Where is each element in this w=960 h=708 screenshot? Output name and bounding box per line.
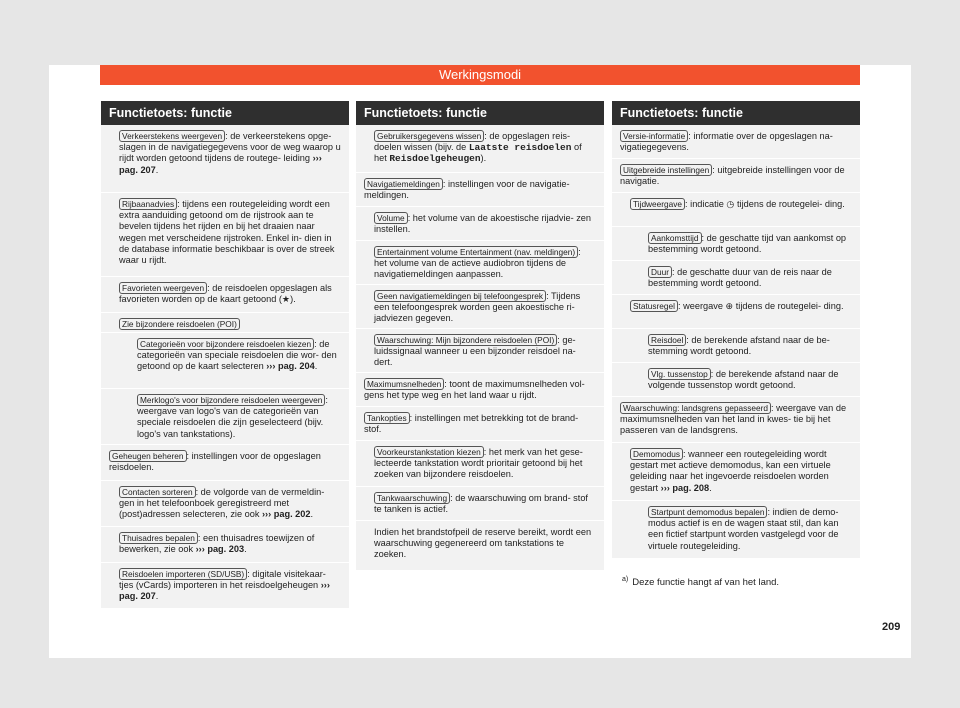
list-item [101, 313, 349, 333]
section-banner: Werkingsmodi [100, 65, 860, 85]
list-item: Reisdoel : de berekende afstand naar de be- stemming wordt getoond. [612, 329, 860, 363]
list-item: Tijdweergave : indicatie ◷ tijdens de routegelei- ding. [612, 193, 860, 227]
page-ref[interactable]: ››› pag. 202 [262, 509, 311, 520]
list-item: Merklogo's voor bijzondere reisdoelen weergeven : weergave van logo's van de categorieën van speciale reisdoelen die zijn geselecteerd (bijv. logo's van tankstations). [101, 389, 349, 445]
function-key: Categorieën voor bijzondere reisdoelen kiezen [137, 338, 314, 350]
list-item: Navigatiemeldingen : instellingen voor de navigatie- meldingen. [356, 173, 604, 207]
function-key: Uitgebreide instellingen [620, 164, 712, 176]
page-ref[interactable]: ››› pag. 208 [660, 482, 710, 493]
list-item: Demomodus : wanneer een routegeleiding wordt gestart met actieve demomodus, kan een virtuele geleiding naar het ingevoerde reisdoelen worden gestart ››› pag. 208. [612, 443, 860, 501]
list-item: Gebruikersgegevens wissen : de opgeslagen reis- doelen wissen (bijv. de Laatste reisdoelen of het Reisdoelgeheugen). [356, 125, 604, 173]
function-key: Gebruikersgegevens wissen [374, 130, 484, 142]
column-2-title: Functietoets: functie [356, 101, 604, 125]
list-item: Maximumsnelheden : toont de maximumsnelheden vol- gens het type weg en het land waar u rijdt. [356, 373, 604, 407]
list-item: Verkeerstekens weergeven : de verkeerstekens opge- slagen in de navigatiegegevens voor de weg waarop u rijdt worden getoond tijdens de routege- leiding ››› pag. 207. [101, 125, 349, 193]
function-key: Geheugen beheren [109, 450, 187, 462]
list-item: Rijbaanadvies : tijdens een routegeleiding wordt een extra aanduiding getoond om de rijstrook aan te bevelen tijdens het rijden en bij het draaien naar wegen met verscheidene rijstroken. Enkel in- dien in de database informatie beschikbaar is over de streek waar u rijdt. [101, 193, 349, 277]
list-item: Volume : het volume van de akoestische rijadvie- zen instellen. [356, 207, 604, 241]
list-item: Indien het brandstofpeil de reserve bereikt, wordt een waarschuwing gegenereerd om tankstations te zoeken. [356, 521, 604, 571]
list-item: Waarschuwing: Mijn bijzondere reisdoelen (POI) : ge- luidssignaal wanneer u een bijzonder reisdoel na- dert. [356, 329, 604, 373]
list-item: Duur : de geschatte duur van de reis naar de bestemming wordt getoond. [612, 261, 860, 295]
page-ref[interactable]: ››› pag. 203 [195, 544, 245, 555]
page-ref[interactable]: ››› pag. 204 [266, 361, 315, 372]
function-key: Volume [374, 212, 408, 224]
list-item: Geen navigatiemeldingen bij telefoongesprek : Tijdens een telefoongesprek worden geen akoestische ri- jadviezen gegeven. [356, 285, 604, 329]
column-3 [612, 101, 860, 559]
function-key: Startpunt demomodus bepalen [648, 506, 767, 518]
list-item: Reisdoelen importeren (SD/USB) : digitale visitekaar- tjes (vCards) importeren in het reisdoelgeheugen ››› pag. 207. [101, 563, 349, 609]
function-key: Navigatiemeldingen [364, 178, 443, 190]
list-item: Aankomsttijd : de geschatte tijd van aankomst op bestemming wordt getoond. [612, 227, 860, 261]
list-item: Waarschuwing: landsgrens gepasseerd : weergave van de maximumsnelheden van het land in kwes- tie bij het passeren van de landsgrens. [612, 397, 860, 443]
page-ref[interactable]: ››› pag. 207 [119, 153, 322, 175]
page-number: 209 [882, 621, 901, 633]
function-key: Vlg. tussenstop [648, 368, 711, 380]
function-key: Tijdweergave [630, 198, 685, 210]
function-key: Maximumsnelheden [364, 378, 444, 390]
function-key: Merklogo's voor bijzondere reisdoelen weergeven [137, 394, 325, 406]
function-key: Voorkeurstankstation kiezen [374, 446, 484, 458]
list-item: Startpunt demomodus bepalen : indien de demo- modus actief is en de wagen staat stil, dan kan een fictief startpunt worden vastgelegd voor de virtuele routegeleiding. [612, 501, 860, 559]
list-item: Voorkeurstankstation kiezen : het merk van het gese- lecteerde tankstation wordt prioritair getoond bij het zoeken van bijzondere reisdoelen. [356, 441, 604, 487]
list-item: Versie-informatie : informatie over de opgeslagen na- vigatiegegevens. [612, 125, 860, 159]
function-key: Entertainment volume Entertainment (nav. meldingen) [374, 246, 578, 258]
function-key: Aankomsttijd [648, 232, 702, 244]
column-2 [356, 101, 604, 587]
function-key: Versie-informatie [620, 130, 688, 142]
function-key: Demomodus [630, 448, 683, 460]
list-item: Thuisadres bepalen : een thuisadres toewijzen of bewerken, zie ook ››› pag. 203. [101, 527, 349, 563]
list-item: Contacten sorteren : de volgorde van de vermeldin- gen in het telefoonboek geregistreerd met (post)adressen selecteren, zie ook ››› pag. 202. [101, 481, 349, 527]
function-key: Contacten sorteren [119, 486, 196, 498]
function-key: Favorieten weergeven [119, 282, 207, 294]
column-1-title: Functietoets: functie [101, 101, 349, 125]
list-item: Entertainment volume Entertainment (nav. meldingen) : het volume van de actieve audiobron tijdens de navigatiemeldingen aanpassen. [356, 241, 604, 285]
function-key: Zie bijzondere reisdoelen (POI) [119, 318, 240, 330]
list-item: Uitgebreide instellingen : uitgebreide instellingen voor de navigatie. [612, 159, 860, 193]
function-key: Verkeerstekens weergeven [119, 130, 225, 142]
function-key: Duur [648, 266, 672, 278]
footnote: $^{a)}$ Deze functie hangt af van het land. [622, 576, 780, 589]
function-key: Tankwaarschuwing [374, 492, 450, 504]
function-key: Geen navigatiemeldingen bij telefoongesprek [374, 290, 546, 302]
column-1 [101, 101, 349, 613]
list-item: Geheugen beheren : instellingen voor de opgeslagen reisdoelen. [101, 445, 349, 481]
function-key: Rijbaanadvies [119, 198, 177, 210]
function-key: Thuisadres bepalen [119, 532, 198, 544]
list-item: Tankopties : instellingen met betrekking tot de brand- stof. [356, 407, 604, 441]
list-item: Categorieën voor bijzondere reisdoelen kiezen : de categorieën van speciale reisdoelen die wor- den getoond op de kaart selecteren ››› pag. 204. [101, 333, 349, 389]
function-key: Tankopties [364, 412, 410, 424]
function-key: Statusregel [630, 300, 678, 312]
page-ref[interactable]: ››› pag. 207 [119, 580, 330, 602]
list-item: Favorieten weergeven : de reisdoelen opgeslagen als favorieten worden op de kaart getoond (★). [101, 277, 349, 313]
column-3-title: Functietoets: functie [612, 101, 860, 125]
list-item: Vlg. tussenstop : de berekende afstand naar de volgende tussenstop wordt getoond. [612, 363, 860, 397]
function-key: Waarschuwing: landsgrens gepasseerd [620, 402, 771, 414]
function-key: Reisdoelen importeren (SD/USB) [119, 568, 247, 580]
list-item: Tankwaarschuwing : de waarschuwing om brand- stof te tanken is actief. [356, 487, 604, 521]
list-item: Statusregel : weergave ⊕ tijdens de routegelei- ding. [612, 295, 860, 329]
function-key: Waarschuwing: Mijn bijzondere reisdoelen (POI) [374, 334, 557, 346]
function-key: Reisdoel [648, 334, 686, 346]
